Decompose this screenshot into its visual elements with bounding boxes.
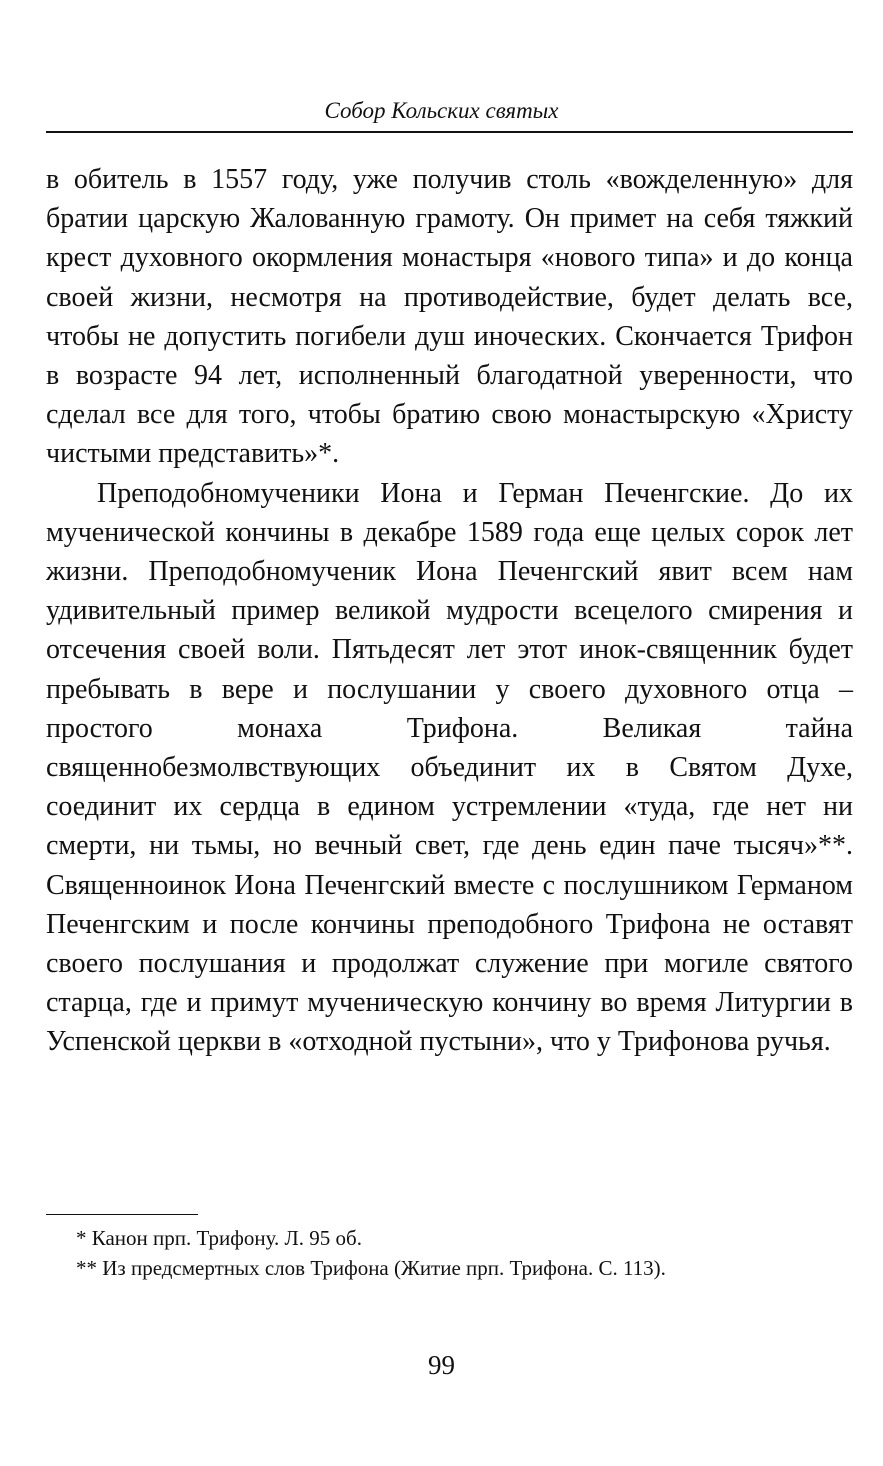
paragraph-iona-german: Преподобномученики Иона и Герман Печенгские. До их мученической кончины в декабре 1589 года еще целых сорок лет жизни. Преподобномученик Иона Печенгский явит всем нам удивительный пример великой мудрости всецелого смирения и отсечения своей воли. Пятьдесят лет этот инок-священник будет пребывать в вере и послушании у своего духовного отца – простого монаха Трифона. Великая тайна священнобезмолвствующих объединит их в Святом Духе, соединит их сердца в едином устремлении «туда, где нет ни смерти, ни тьмы, но вечный свет, где день един паче тысяч»**. Священноинок Иона Печенгский вместе с послушником Германом Печенгским и после кончины преподобного Трифона не оставят своего послушания и продолжат служение при могиле святого старца, где и примут мученическую кончину во время Литургии в Успенской церкви в «отходной пустыни», что у Трифонова ручья. (46, 477, 853, 1058)
footnote-2: ** Из предсмертных слов Трифона (Житие прп. Трифона. С. 113). (76, 1256, 666, 1280)
footnote-rule (46, 1214, 198, 1215)
main-text (46, 160, 853, 1062)
paragraph-continuation: в обитель в 1557 году, уже получив столь «вожделенную» для братии царскую Жалованную грамоту. Он примет на себя тяжкий крест духовного окормления монастыря «нового типа» и до конца своей жизни, несмотря на противодействие, будет делать все, чтобы не допустить погибели душ иноческих. Скончается Трифон в возрасте 94 лет, исполненный благодатной уверенности, что сделал все для того, чтобы братию свою монастырскую «Христу чистыми представить»*. (46, 164, 853, 470)
footnotes (76, 1223, 853, 1283)
footnote-1: * Канон прп. Трифону. Л. 95 об. (76, 1226, 362, 1250)
page-number: 99 (428, 1350, 455, 1380)
running-header: Собор Кольских святых (324, 98, 559, 123)
header-rule (46, 131, 853, 133)
